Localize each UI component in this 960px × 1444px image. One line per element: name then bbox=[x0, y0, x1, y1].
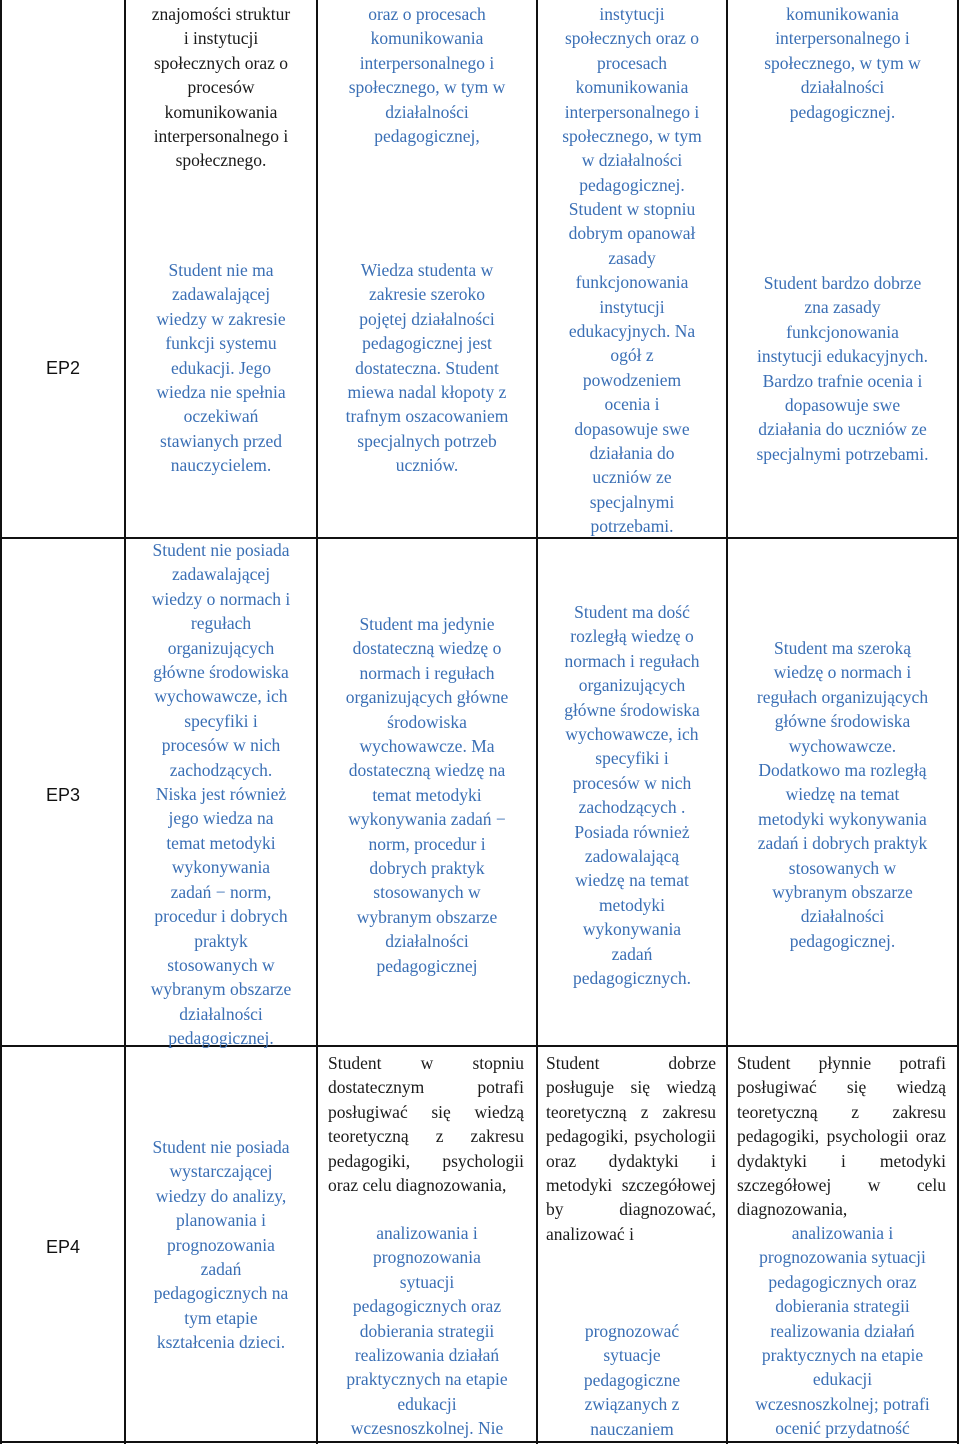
table-border-left bbox=[0, 0, 2, 1444]
cell-ep2-col2-grade-text: Student nie ma zadawalającej wiedzy w zakresie funkcji systemu edukacji. Jego wiedza nie spełnia oczekiwań stawianych przed nauczycielem. bbox=[156, 260, 286, 476]
cell-ep2-col5-top-text: komunikowania interpersonalnego i społecznego, w tym w działalności pedagogicznej. bbox=[764, 4, 921, 122]
cell-ep2-col5-grade-text: Student bardzo dobrze zna zasady funkcjonowania instytucji edukacyjnych. Bardzo trafnie ocenia i dopasowuje swe działania do uczniów ze specjalnymi potrzebami. bbox=[756, 273, 929, 464]
cell-ep4-col4-text-justified: Student dobrze posługuje się wiedzą teoretyczną z zakresu pedagogiki, psychologii oraz dydaktyki i metodyki szczegółowej by diagnozować, analizować i bbox=[546, 1053, 716, 1244]
cell-ep3-col3-text: Student ma jedynie dostateczną wiedzę o normach i regułach organizujących główne środowiska wychowawcze. Ma dostateczną wiedzę na temat metodyki wykonywania zadań − norm, procedur i dobrych praktyk stosowanych w wybranym obszarze działalności pedagogicznej bbox=[345, 614, 509, 976]
cell-ep4-col3-text: analizowania i prognozowania sytuacji pedagogicznych oraz dobierania strategii realizowania działań praktycznych na etapie edukacji wczesnoszkolnej. Nie bbox=[346, 1223, 508, 1439]
cell-ep2-col2-top-text: znajomości struktur i instytucji społecznych oraz o procesów komunikowania interpersonalnego i społecznego. bbox=[151, 4, 291, 171]
cell-ep2-col4-grade-text: Student w stopniu dobrym opanował zasady funkcjonowania instytucji edukacyjnych. Na ogół z powodzeniem ocenia i dopasowuje swe działania do uczniów ze specjalnymi potrzebami. bbox=[568, 199, 696, 537]
row-label-ep4: EP4 bbox=[45, 1237, 81, 1257]
cell-ep2-col3-top-text: oraz o procesach komunikowania interpersonalnego i społecznego, w tym w działalności pedagogicznej, bbox=[348, 4, 506, 147]
cell-ep3-col2-text: Student nie posiada zadawalającej wiedzy o normach i regułach organizujących główne środowiska wychowawcze, ich specyfiki i procesów w nich zachodzących. Niska jest również jego wiedza na temat metodyki wykonywania zadań − norm, procedur i dobrych praktyk stosowanych w wybranym obszarze działalności pedagogicznej. bbox=[150, 540, 292, 1049]
cell-ep4-col5-text-justified: Student płynnie potrafi posługiwać się wiedzą teoretyczną z zakresu pedagogiki, psychologii oraz dydaktyki i metodyki szczegółowej w celu diagnozowania, bbox=[737, 1053, 946, 1220]
row-label-ep3: EP3 bbox=[45, 785, 81, 805]
row-label-ep2: EP2 bbox=[45, 358, 81, 378]
cell-ep4-col2-text: Student nie posiada wystarczającej wiedzy do analizy, planowania i prognozowania zadań pedagogicznych na tym etapie kształcenia dzieci. bbox=[152, 1137, 290, 1353]
cell-ep2-col4-top-text: instytucji społecznych oraz o procesach komunikowania interpersonalnego i społecznego, w tym w działalności pedagogicznej. bbox=[562, 4, 702, 195]
table-border-bottom bbox=[0, 1441, 959, 1443]
cell-ep4-col3-text-justified: Student w stopniu dostatecznym potrafi posługiwać się wiedzą teoretyczną z zakresu pedagogiki, psychologii oraz celu diagnozowania, bbox=[328, 1053, 524, 1196]
cell-ep4-col4-text: prognozować sytuacje pedagogiczne związanych z nauczaniem bbox=[583, 1321, 681, 1439]
table-border-right bbox=[957, 0, 959, 1444]
cell-ep3-col4-text: Student ma dość rozległą wiedzę o normach i regułach organizujących główne środowiska wychowawcze, ich specyfiki i procesów w nich zachodzących . Posiada również zadowalającą wiedzę na temat metodyki wykonywania zadań pedagogicznych. bbox=[564, 602, 700, 989]
cell-ep2-col3-grade-text: Wiedza studenta w zakresie szeroko pojętej działalności pedagogicznej jest dostateczna. Student miewa nadal kłopoty z trafnym oszacowaniem specjalnych potrzeb uczniów. bbox=[345, 260, 509, 476]
cell-ep3-col5-text: Student ma szeroką wiedzę o normach i regułach organizujących główne środowiska wychowawcze. Dodatkowo ma rozległą wiedzę na temat metodyki wykonywania zadań i dobrych praktyk stosowanych w wybranym obszarze działalności pedagogicznej. bbox=[756, 638, 929, 951]
cell-ep4-col5-text: analizowania i prognozowania sytuacji pedagogicznych oraz dobierania strategii realizowania działań praktycznych na etapie edukacji wczesnoszkolnej; potrafi ocenić przydatność bbox=[755, 1223, 930, 1439]
